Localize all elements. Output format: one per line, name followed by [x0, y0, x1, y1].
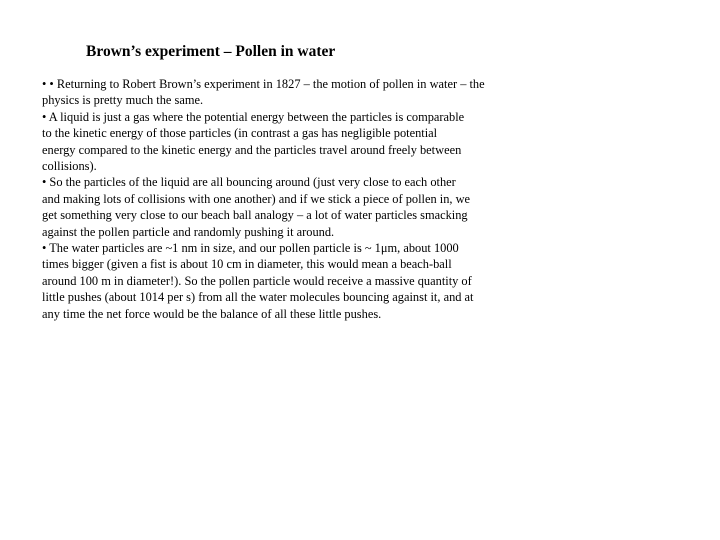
body-line: against the pollen particle and randomly pushing it around.: [42, 224, 335, 239]
body-line: and making lots of collisions with one another) and if we stick a piece of pollen in, we: [42, 191, 471, 206]
body-line: any time the net force would be the balance of all these little pushes.: [42, 306, 382, 321]
body-line: physics is pretty much the same.: [42, 93, 204, 108]
body-line: • So the particles of the liquid are all bouncing around (just very close to each other: [42, 175, 456, 190]
body-line: collisions).: [42, 159, 97, 174]
body-line: times bigger (given a fist is about 10 cm in diameter, this would mean a beach-ball: [42, 257, 452, 272]
body-line: • The water particles are ~1 nm in size, and our pollen particle is ~ 1μm, about 1000: [42, 241, 459, 256]
body-line: around 100 m in diameter!). So the pollen particle would receive a massive quantity of: [42, 273, 472, 288]
body-line: little pushes (about 1014 per s) from all the water molecules bouncing against it, and at: [42, 290, 474, 305]
slide-title: Brown’s experiment – Pollen in water: [86, 43, 336, 60]
body-line: to the kinetic energy of those particles (in contrast a gas has negligible potential: [42, 126, 438, 141]
body-line: • A liquid is just a gas where the potential energy between the particles is comparable: [42, 109, 465, 124]
body-line: energy compared to the kinetic energy and the particles travel around freely between: [42, 142, 462, 157]
slide-body: [42, 76, 485, 322]
body-line: get something very close to our beach ball analogy – a lot of water particles smacking: [42, 208, 468, 223]
body-line: • • Returning to Robert Brown’s experiment in 1827 – the motion of pollen in water – the: [42, 77, 485, 91]
